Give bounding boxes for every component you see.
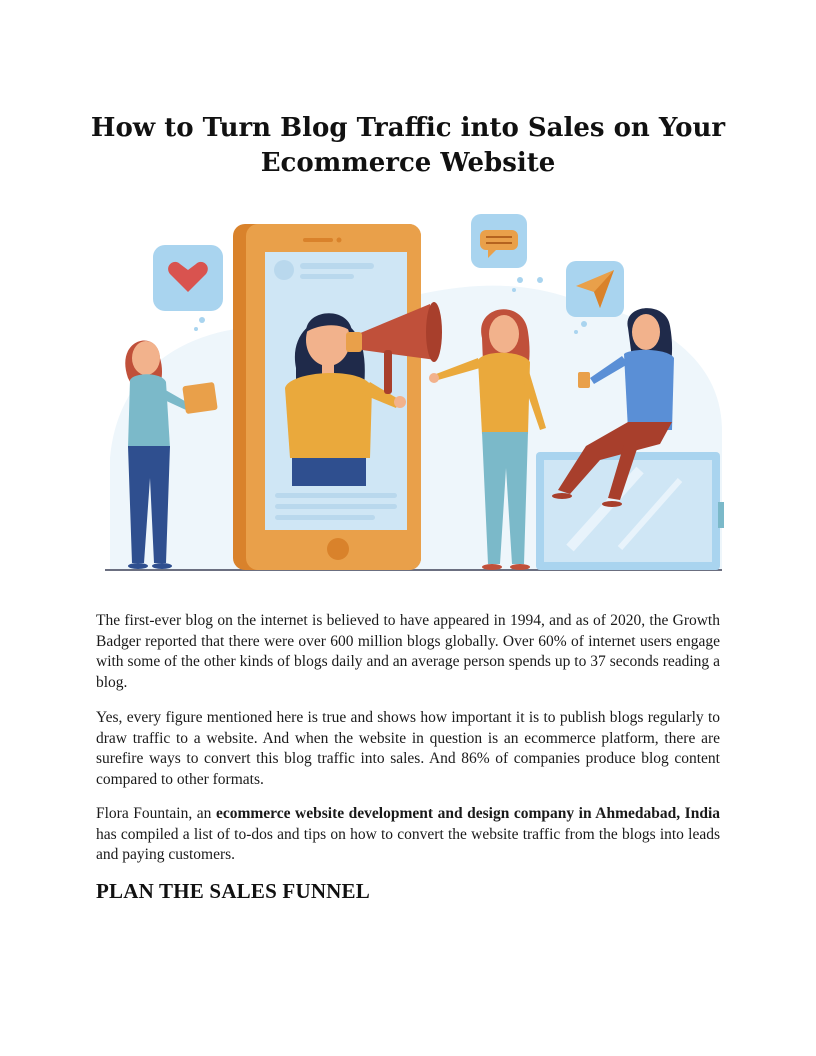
page-title: How to Turn Blog Traffic into Sales on Your Ecommerce Website [90, 113, 726, 179]
heart-icon [153, 245, 223, 331]
paragraph-company-tail: has compiled a list of to-dos and tips on how to convert the website traffic from the blogs into leads and paying customers. [96, 825, 720, 863]
smartphone-graphic [233, 224, 421, 570]
paragraph-intro: The first-ever blog on the internet is believed to have appeared in 1994, and as of 2020, the Growth Badger reported that there were over 600 million blogs globally. Over 60% of internet users engage with some of the other kinds of blogs daily and an average person spends up to 37 seconds reading a blog. [96, 612, 720, 691]
paragraph-company [96, 804, 720, 866]
section-heading: PLAN THE SALES FUNNEL [96, 879, 370, 903]
hero-illustration [100, 208, 724, 578]
paragraph-company-lead: Flora Fountain, an [96, 805, 216, 822]
company-service-link-text: ecommerce website development and design company in Ahmedabad, India [215, 805, 720, 822]
chat-icon [471, 214, 527, 292]
paragraph-figures: Yes, every figure mentioned here is true and shows how important it is to publish blogs regularly to draw traffic to a website. And when the website in question is an ecommerce platform, there are surefire ways to convert this blog traffic into sales. And 86% of companies produce blog content compared to other formats. [96, 709, 720, 788]
